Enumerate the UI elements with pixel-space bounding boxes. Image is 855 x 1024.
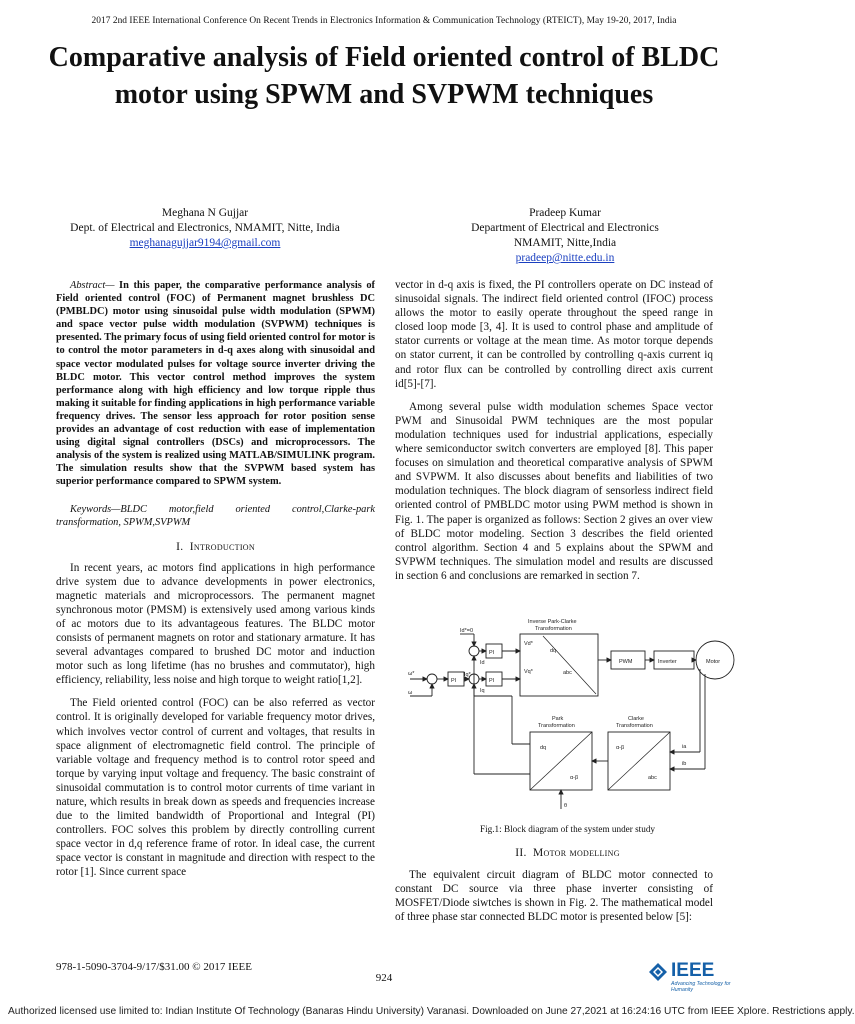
summing-junction-d	[469, 646, 479, 656]
label-pi-d: PI	[489, 650, 495, 656]
author-name: Meghana N Gujjar	[161, 207, 249, 219]
page-number: 924	[375, 972, 393, 984]
label-iq: Iq	[480, 688, 485, 694]
paper-title: Comparative analysis of Field oriented control of BLDC motor using SPWM and SVPWM techniques	[48, 42, 720, 110]
right-column	[395, 278, 713, 592]
author-email-link[interactable]: pradeep@nitte.edu.in	[515, 252, 615, 264]
label-park: Park	[552, 716, 564, 722]
label-clarke: Clarke	[628, 716, 644, 722]
label-clarke-alpha-beta: α-β	[616, 745, 625, 751]
label-clarke-transformation: Transformation	[616, 723, 653, 729]
label-ib: ib	[682, 761, 687, 767]
label-theta: θ	[564, 803, 568, 809]
author-name: Pradeep Kumar	[529, 207, 601, 219]
author-affiliation: Dept. of Electrical and Electronics, NMAMIT, Nitte, India	[70, 222, 340, 234]
abstract	[56, 279, 375, 489]
author-block-2	[395, 206, 735, 266]
ieee-wordmark: IEEE	[671, 960, 715, 981]
label-omega: ω	[408, 690, 413, 696]
paragraph: The Field oriented control (FOC) can be also referred as vector control. It is originally developed for variable frequency motor drives, which involves vector control of current and voltages, that results in space alignment of electromagnetic field control. The principle of variable voltage and frequency method is to control rotor speed and torque by varying input voltage and frequency. The basic constraint of sinusoidal commutation is to control motor currents of time variant in nature, which results in break down as speeds and frequencies increase due to the limited bandwidth of Proportional and Integral (PI) controllers. FOC solves this problem by directly controlling current space vector in d,q reference frame of rotor. In ideal case, the current space vector is constant in magnitude and direction with respect to the rotor [1]. Since current space	[56, 697, 375, 879]
label-abc: abc	[563, 670, 572, 676]
section-number: I.	[176, 540, 184, 553]
paragraph: vector in d-q axis is fixed, the PI controllers operate on DC instead of sinusoidal signals. The indirect field oriented control (IFOC) process allows the motor to easily operate throughout the speed range in closed loop mode [3, 4]. It is used to control phase and amplitude of stator currents or voltage at the mean time. As motor torque depends on stator current, it can be controlled by controlling q-axis current iq and rotor flux can be controlled by controlling direct axis current id[5]-[7].	[395, 279, 713, 390]
keywords: Keywords—BLDC motor,field oriented control,Clarke-park transformation, SPWM,SVPWM	[56, 503, 375, 528]
label-pi-q: PI	[489, 678, 495, 684]
author-email-link[interactable]: meghanagujjar9194@gmail.com	[129, 237, 281, 249]
label-dq: dq	[550, 648, 557, 654]
block-diagram-figure	[400, 614, 736, 814]
label-clarke-abc: abc	[648, 775, 657, 781]
abstract-label: Abstract—	[70, 280, 115, 291]
paragraph: Among several pulse width modulation schemes Space vector PWM and Sinusoidal PWM techniques are the most popular modulation techniques used for industrial applications, especially where semiconductor switch converters are employed [8]. This paper focuses on simulation and theoretical comparative analysis of SPWM and SVPWM. It also discusses about benefits and liabilities of two modulation techniques. The block diagram of sensorless indirect field oriented control of PMBLDC motor using PWM method is shown in Fig. 1. The paper is organized as follows: Section 2 gives an over view of BLDC motor modeling. Section 3 describes the field oriented control algorithm. Section 4 and 5 explains about the SPWM and SVPWM techniques. The simulation model and results are discussed in section 6 and conclusions are remarked in section 7.	[395, 400, 713, 582]
label-park-transformation: Transformation	[538, 723, 575, 729]
label-inverter: Inverter	[658, 659, 677, 665]
label-iq-star: Iq*	[464, 672, 471, 678]
label-transformation: Transformation	[535, 626, 572, 632]
introduction-body	[56, 561, 375, 880]
section-number: II.	[515, 847, 527, 859]
left-column	[56, 279, 375, 889]
label-vq: Vq*	[524, 669, 533, 675]
label-motor: Motor	[706, 659, 721, 665]
author-block-1	[40, 206, 370, 251]
section-title: Introduction	[189, 540, 255, 553]
label-omega-ref: ω*	[408, 671, 415, 677]
isbn-copyright: 978-1-5090-3704-9/17/$31.00 © 2017 IEEE	[56, 961, 252, 973]
ieee-logo	[648, 960, 731, 994]
abstract-text: In this paper, the comparative performance analysis of Field oriented control (FOC) of Permanent magnet brushless DC (PMBLDC) motor using sinusoidal pulse width modulation (SPWM) and space vector pulse width modulation (SVPWM) techniques is presented. The primary focus of using field oriented control for motor is to control the motor parameters in d-q axes along with sinusoidal and space vector modulated pulses for voltage source inverter driving the BLDC motor. This vector control method improves the system performance along with high efficiency and low torque ripple thus making it suitable for finding applications in high performance variable frequency drives. The sensor less approach for rotor position sense provides an advantage of cost reduction with ease of implementation using digital signal controllers (DSCs) and microprocessors. The analysis of the system is realized using MATLAB/SIMULINK program. The simulation results show that the SVPWM based system has superior performance compared to SPWM system.	[56, 280, 375, 488]
section-heading-introduction	[56, 541, 375, 553]
label-id: Id	[480, 660, 485, 666]
label-vd: Vd*	[524, 641, 533, 647]
ieee-diamond-icon	[648, 962, 668, 982]
paragraph: The equivalent circuit diagram of BLDC motor connected to constant DC source via three phase inverter consisting of MOSFET/Diode siwtches is shown in Fig. 2. The mathematical model of three phase star connected BLDC motor is presented below [5]:	[395, 869, 713, 924]
author-affiliation-2: NMAMIT, Nitte,India	[513, 237, 617, 249]
label-pwm: PWM	[619, 659, 633, 665]
author-affiliation: Department of Electrical and Electronics	[471, 222, 659, 234]
section-heading-motor-modelling	[395, 847, 740, 859]
label-id-ref: Id*=0	[460, 628, 473, 634]
label-pi-speed: PI	[451, 678, 457, 684]
paragraph: In recent years, ac motors find applications in high performance drive system due to advance developments in power electronics, magnetic materials and microprocessors. The permanent magnet synchronous motor (PMSM) is extensively used among various kinds of ac motors due to its advantageous features. The BLDC motor consists of permanent magnets on rotor and stationary armature. It has several advantages compared to brushed DC motor and induction motor such as long lifetime (has no brushes and commutator), high efficiency, reliability, less noise and high torque to weight ratio[1,2].	[56, 561, 375, 687]
label-park-alpha-beta: α-β	[570, 775, 579, 781]
conference-header: 2017 2nd IEEE International Conference On Recent Trends in Electronics Information & Communication Technology (RTEICT), May 19-20, 2017, India	[91, 16, 677, 26]
motor-modelling-body	[395, 868, 713, 933]
section-title: Motor modelling	[533, 847, 620, 859]
license-notice: Authorized licensed use limited to: Indian Institute Of Technology (Banaras Hindu University) Varanasi. Downloaded on June 27,2021 at 16:24:16 UTC from IEEE Xplore. Restrictions apply.	[8, 1006, 855, 1017]
label-ia: ia	[682, 744, 687, 750]
figure-caption: Fig.1: Block diagram of the system under study	[479, 824, 656, 834]
label-inverse-park-clarke: Inverse Park-Clarke	[528, 619, 577, 625]
ieee-tagline: Advancing Technology for Humanity	[671, 981, 731, 993]
summing-junction-speed	[427, 674, 437, 684]
label-park-dq: dq	[540, 745, 547, 751]
